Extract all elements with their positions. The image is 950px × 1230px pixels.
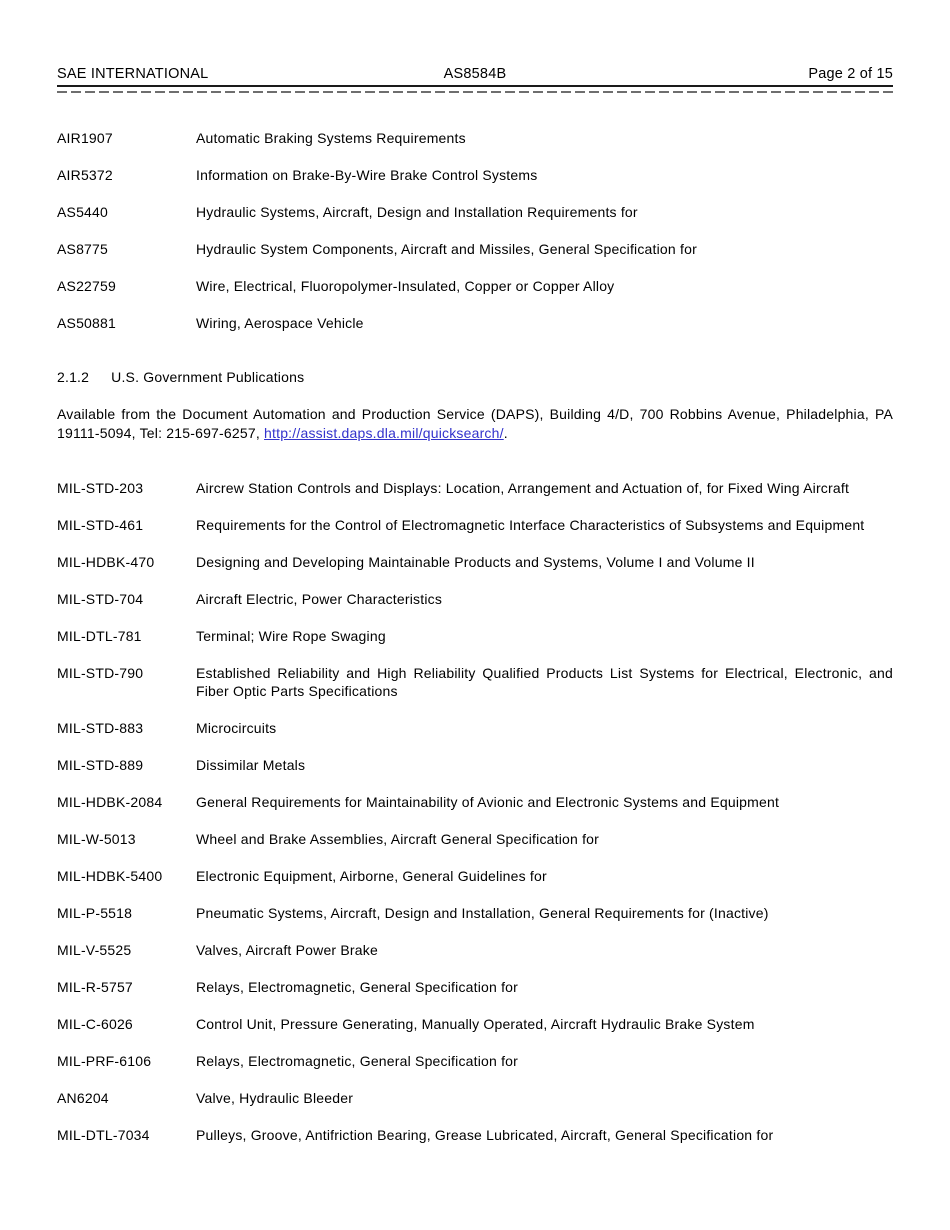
reference-description: Wheel and Brake Assemblies, Aircraft General Specification for	[196, 831, 600, 847]
reference-description: General Requirements for Maintainability of Avionic and Electronic Systems and Equipment	[196, 794, 780, 810]
reference-code: AS22759	[57, 278, 117, 294]
reference-description: Relays, Electromagnetic, General Specification for	[196, 1053, 519, 1069]
reference-description: Pneumatic Systems, Aircraft, Design and Installation, General Requirements for (Inactive)	[196, 905, 769, 921]
reference-description: Valve, Hydraulic Bleeder	[196, 1090, 354, 1106]
availability-text-before: Available from the Document Automation and Production Service (DAPS), Building 4/D, 700 Robbins Avenue, Philadelphia, PA 19111-5094, Tel: 215-697-6257,	[57, 406, 893, 441]
reference-row	[57, 129, 893, 147]
reference-code: MIL-HDBK-5400	[57, 868, 163, 884]
reference-row	[57, 756, 893, 774]
section-heading	[57, 368, 893, 386]
reference-row	[57, 314, 893, 332]
reference-code: MIL-STD-889	[57, 757, 144, 773]
reference-description: Aircraft Electric, Power Characteristics	[196, 591, 443, 607]
reference-description: Hydraulic System Components, Aircraft and Missiles, General Specification for	[196, 241, 697, 257]
reference-description: Requirements for the Control of Electromagnetic Interface Characteristics of Subsystems and Equipment	[196, 517, 865, 533]
reference-code: MIL-PRF-6106	[57, 1053, 152, 1069]
reference-row	[57, 553, 893, 571]
reference-code: AS50881	[57, 315, 117, 331]
reference-row	[57, 1089, 893, 1107]
reference-code: MIL-R-5757	[57, 979, 133, 995]
reference-code: MIL-STD-883	[57, 720, 144, 736]
reference-description: Relays, Electromagnetic, General Specification for	[196, 979, 519, 995]
reference-row	[57, 627, 893, 645]
reference-code: AS8775	[57, 241, 109, 257]
reference-row	[57, 1126, 893, 1144]
section-number: 2.1.2	[57, 369, 90, 385]
reference-code: MIL-STD-461	[57, 517, 144, 533]
availability-paragraph	[57, 405, 893, 443]
reference-code: AN6204	[57, 1090, 109, 1106]
reference-row	[57, 664, 893, 700]
reference-row	[57, 516, 893, 534]
header-page-number: Page 2 of 15	[808, 66, 893, 82]
quicksearch-link[interactable]: http://assist.daps.dla.mil/quicksearch/	[264, 425, 504, 441]
reference-code: MIL-V-5525	[57, 942, 132, 958]
reference-code: MIL-HDBK-2084	[57, 794, 163, 810]
reference-description: Wire, Electrical, Fluoropolymer-Insulated, Copper or Copper Alloy	[196, 278, 615, 294]
reference-description: Designing and Developing Maintainable Products and Systems, Volume I and Volume II	[196, 554, 755, 570]
reference-row	[57, 867, 893, 885]
gov-publications-list	[57, 479, 893, 1144]
header-organization: SAE INTERNATIONAL	[57, 66, 209, 82]
reference-code: MIL-C-6026	[57, 1016, 133, 1032]
reference-description: Pulleys, Groove, Antifriction Bearing, Grease Lubricated, Aircraft, General Specification for	[196, 1127, 774, 1143]
reference-description: Established Reliability and High Reliability Qualified Products List Systems for Electrical, Electronic, and Fiber Optic Parts Specifications	[196, 665, 893, 699]
reference-row	[57, 978, 893, 996]
reference-code: MIL-STD-790	[57, 665, 144, 681]
reference-description: Valves, Aircraft Power Brake	[196, 942, 378, 958]
page-header	[57, 66, 893, 87]
sae-publications-list	[57, 129, 893, 332]
header-dashed-rule	[57, 91, 893, 93]
reference-code: MIL-W-5013	[57, 831, 136, 847]
reference-row	[57, 1052, 893, 1070]
reference-row	[57, 941, 893, 959]
reference-row	[57, 240, 893, 258]
reference-code: AS5440	[57, 204, 109, 220]
reference-code: AIR1907	[57, 130, 113, 146]
reference-row	[57, 166, 893, 184]
reference-description: Hydraulic Systems, Aircraft, Design and Installation Requirements for	[196, 204, 638, 220]
reference-code: MIL-HDBK-470	[57, 554, 155, 570]
reference-row	[57, 1015, 893, 1033]
section-title: U.S. Government Publications	[111, 369, 305, 385]
reference-description: Information on Brake-By-Wire Brake Control Systems	[196, 167, 538, 183]
reference-code: MIL-STD-704	[57, 591, 144, 607]
reference-description: Terminal; Wire Rope Swaging	[196, 628, 386, 644]
reference-description: Automatic Braking Systems Requirements	[196, 130, 466, 146]
reference-description: Electronic Equipment, Airborne, General Guidelines for	[196, 868, 547, 884]
reference-row	[57, 904, 893, 922]
reference-code: MIL-DTL-781	[57, 628, 142, 644]
reference-row	[57, 277, 893, 295]
reference-row	[57, 203, 893, 221]
availability-text-after: .	[503, 425, 508, 441]
header-document-number: AS8584B	[443, 66, 507, 82]
reference-row	[57, 830, 893, 848]
reference-code: AIR5372	[57, 167, 113, 183]
reference-description: Wiring, Aerospace Vehicle	[196, 315, 364, 331]
reference-row	[57, 719, 893, 737]
reference-code: MIL-P-5518	[57, 905, 133, 921]
reference-row	[57, 590, 893, 608]
reference-description: Dissimilar Metals	[196, 757, 306, 773]
reference-code: MIL-DTL-7034	[57, 1127, 150, 1143]
reference-description: Control Unit, Pressure Generating, Manually Operated, Aircraft Hydraulic Brake System	[196, 1016, 755, 1032]
reference-row	[57, 479, 893, 497]
reference-description: Aircrew Station Controls and Displays: Location, Arrangement and Actuation of, for Fixed Wing Aircraft	[196, 480, 850, 496]
reference-row	[57, 793, 893, 811]
reference-code: MIL-STD-203	[57, 480, 144, 496]
reference-description: Microcircuits	[196, 720, 277, 736]
